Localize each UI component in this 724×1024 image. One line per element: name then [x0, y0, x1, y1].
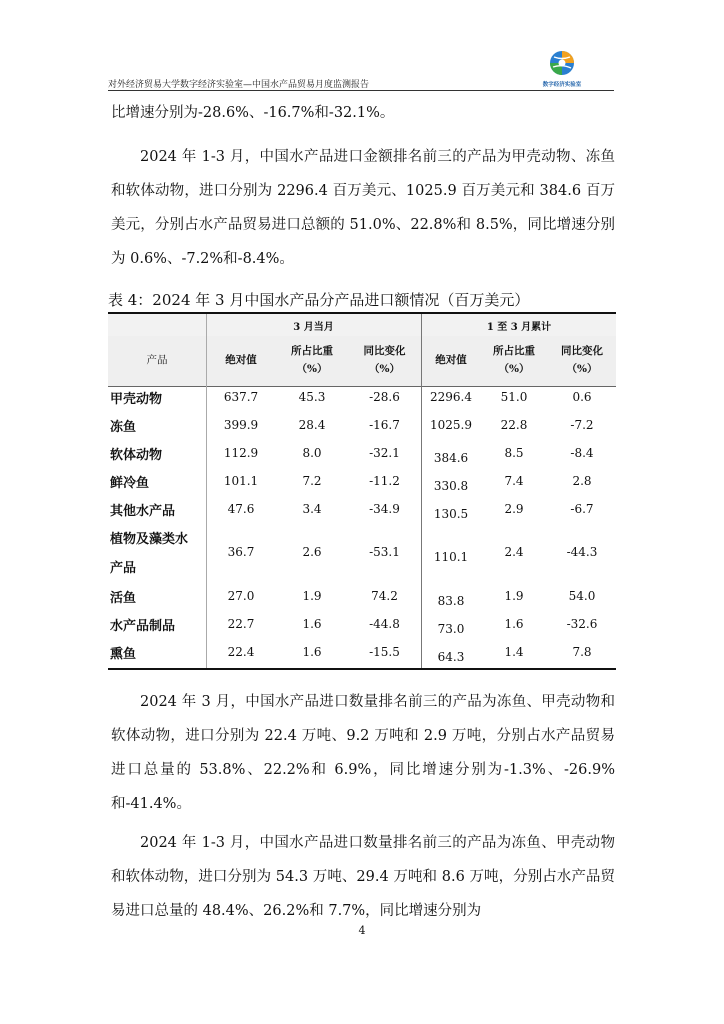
row-label-other-aquatic: 其他水产品 — [110, 504, 176, 519]
row-label-fresh-chilled-fish: 鲜冷鱼 — [110, 476, 150, 491]
paragraph-text: 2024 年 3 月，中国水产品进口数量排名前三的产品为冻鱼、甲壳动物和软体动物，进口分别为 22.4 万吨、9.2 万吨和 2.9 万吨，分别占水产品贸易进口总量的 53.8%、22.2%和 6.9%，同比增速分别为-1.3%、-26.9%和-41.4%。 — [111, 694, 615, 812]
table-cell: -16.7 — [369, 418, 400, 432]
table-cell: 3.4 — [302, 502, 322, 516]
paragraph-q1-import-volume — [111, 826, 615, 928]
table-cell: 1.9 — [504, 589, 524, 603]
header-rule — [108, 90, 614, 91]
table-cell: 330.8 — [433, 479, 469, 493]
table-cell: 1.9 — [302, 589, 322, 603]
column-header-value-q1 — [422, 351, 480, 369]
column-header-line: 绝对值 — [225, 354, 257, 366]
table-bottom-rule — [108, 668, 616, 670]
table-cell: 22.4 — [227, 645, 255, 659]
table-cell: 22.7 — [227, 617, 255, 631]
table-cell: 83.8 — [437, 594, 465, 608]
table-top-rule — [108, 312, 616, 314]
table-cell: 2.9 — [504, 502, 524, 516]
paragraph-text: 2024 年 1-3 月，中国水产品进口金额排名前三的产品为甲壳动物、冻鱼和软体动物，进口分别为 2296.4 百万美元、1025.9 百万美元和 384.6 百万美元，分别占水产品贸易进口总额的 51.0%、22.8%和 8.5%，同比增速分别为 0.6%、-7.2%和-8.4%。 — [111, 149, 615, 267]
table-cell: 22.8 — [500, 418, 528, 432]
table-cell: 1025.9 — [430, 418, 472, 432]
globe-logo-icon — [532, 48, 592, 80]
table-cell: 637.7 — [223, 390, 259, 404]
row-label-molluscs: 软体动物 — [110, 448, 163, 463]
table-cell: 28.4 — [298, 418, 326, 432]
column-header-share-q1 — [480, 342, 548, 378]
column-header-product — [108, 351, 206, 369]
row-label-crustaceans: 甲壳动物 — [110, 392, 163, 407]
table-cell: -11.2 — [369, 474, 400, 488]
lab-logo — [532, 48, 592, 90]
row-label-plants-algae-cont: 产品 — [110, 561, 137, 576]
column-header-line: 所占比重 — [291, 345, 333, 357]
row-label-frozen-fish: 冻鱼 — [110, 420, 137, 435]
page-number: 4 — [358, 924, 366, 937]
table-cell: 8.5 — [504, 446, 524, 460]
table-cell: -28.6 — [369, 390, 400, 404]
table-cell: 112.9 — [223, 446, 259, 460]
paragraph-q1-import-value — [111, 140, 615, 276]
table-cell: -53.1 — [369, 545, 400, 559]
table-cell: 45.3 — [298, 390, 326, 404]
table-cell: 384.6 — [433, 451, 469, 465]
table-cell: -44.3 — [566, 545, 598, 559]
row-label-aquatic-products: 水产品制品 — [110, 619, 176, 634]
row-label-smoked-fish: 熏鱼 — [110, 647, 137, 662]
table-cell: -32.1 — [369, 446, 400, 460]
column-header-share-march — [276, 342, 348, 378]
import-value-table — [108, 312, 616, 670]
column-header-line: 同比变化 — [363, 345, 406, 357]
column-header-value-march — [206, 351, 276, 369]
table-cell: 1.4 — [504, 645, 524, 659]
paragraph-continuation — [111, 96, 615, 130]
report-header — [108, 44, 614, 92]
table-cell: 27.0 — [227, 589, 255, 603]
table-cell: 2296.4 — [430, 390, 472, 404]
table-cell: 101.1 — [223, 474, 259, 488]
table-cell: 54.0 — [568, 589, 596, 603]
table-cell: 64.3 — [437, 650, 465, 664]
column-header-yoy-march — [348, 342, 421, 378]
paragraph-march-import-volume — [111, 685, 615, 821]
logo-caption: 数字经济实验室 — [542, 82, 582, 88]
group-header-march: 3 月当月 — [293, 322, 334, 333]
table-cell: 110.1 — [433, 550, 469, 564]
row-label-live-fish: 活鱼 — [110, 591, 137, 606]
paragraph-text: 比增速分别为-28.6%、-16.7%和-32.1%。 — [111, 105, 395, 121]
table-caption: 表 4：2024 年 3 月中国水产品分产品进口额情况（百万美元） — [108, 291, 530, 309]
table-cell: 7.4 — [504, 474, 524, 488]
table-cell: 399.9 — [223, 418, 259, 432]
table-cell: -34.9 — [369, 502, 400, 516]
table-cell: 73.0 — [437, 622, 465, 636]
table-cell: 0.6 — [572, 390, 592, 404]
table-cell: -15.5 — [369, 645, 400, 659]
group-header-q1: 1 至 3 月累计 — [486, 322, 552, 333]
table-cell: 7.8 — [572, 645, 592, 659]
table-cell: 74.2 — [371, 589, 398, 603]
table-cell: 1.6 — [504, 617, 524, 631]
column-header-line: （%） — [369, 363, 400, 375]
table-cell: 130.5 — [433, 507, 469, 521]
table-cell: 8.0 — [302, 446, 322, 460]
row-label-plants-algae: 植物及藻类水 — [110, 532, 189, 547]
column-header-line: 绝对值 — [435, 354, 467, 366]
column-header-line: （%） — [498, 363, 530, 375]
table-cell: -6.7 — [570, 502, 594, 516]
table-cell: -8.4 — [570, 446, 594, 460]
header-divider — [108, 386, 616, 387]
table-cell: 51.0 — [500, 390, 528, 404]
table-cell: 47.6 — [227, 502, 255, 516]
table-cell: 2.8 — [572, 474, 592, 488]
table-cell: 1.6 — [302, 645, 322, 659]
table-cell: 2.4 — [504, 545, 524, 559]
column-header-line: 产品 — [146, 354, 168, 366]
column-header-line: （%） — [566, 363, 598, 375]
column-header-yoy-q1 — [548, 342, 616, 378]
table-cell: 7.2 — [302, 474, 322, 488]
table-cell: 36.7 — [227, 545, 255, 559]
paragraph-text: 2024 年 1-3 月，中国水产品进口数量排名前三的产品为冻鱼、甲壳动物和软体动物，进口分别为 54.3 万吨、29.4 万吨和 8.6 万吨，分别占水产品贸易进口总量的 48.4%、26.2%和 7.7%，同比增速分别为 — [111, 835, 615, 919]
header-title: 对外经济贸易大学数字经济实验室—中国水产品贸易月度监测报告 — [108, 80, 370, 90]
table-cell: 1.6 — [302, 617, 322, 631]
table-cell: -7.2 — [570, 418, 594, 432]
table-cell: 2.6 — [302, 545, 322, 559]
table-cell: -44.8 — [369, 617, 400, 631]
column-header-line: （%） — [296, 363, 328, 375]
table-cell: -32.6 — [566, 617, 598, 631]
column-header-line: 同比变化 — [561, 345, 603, 357]
column-header-line: 所占比重 — [493, 345, 535, 357]
